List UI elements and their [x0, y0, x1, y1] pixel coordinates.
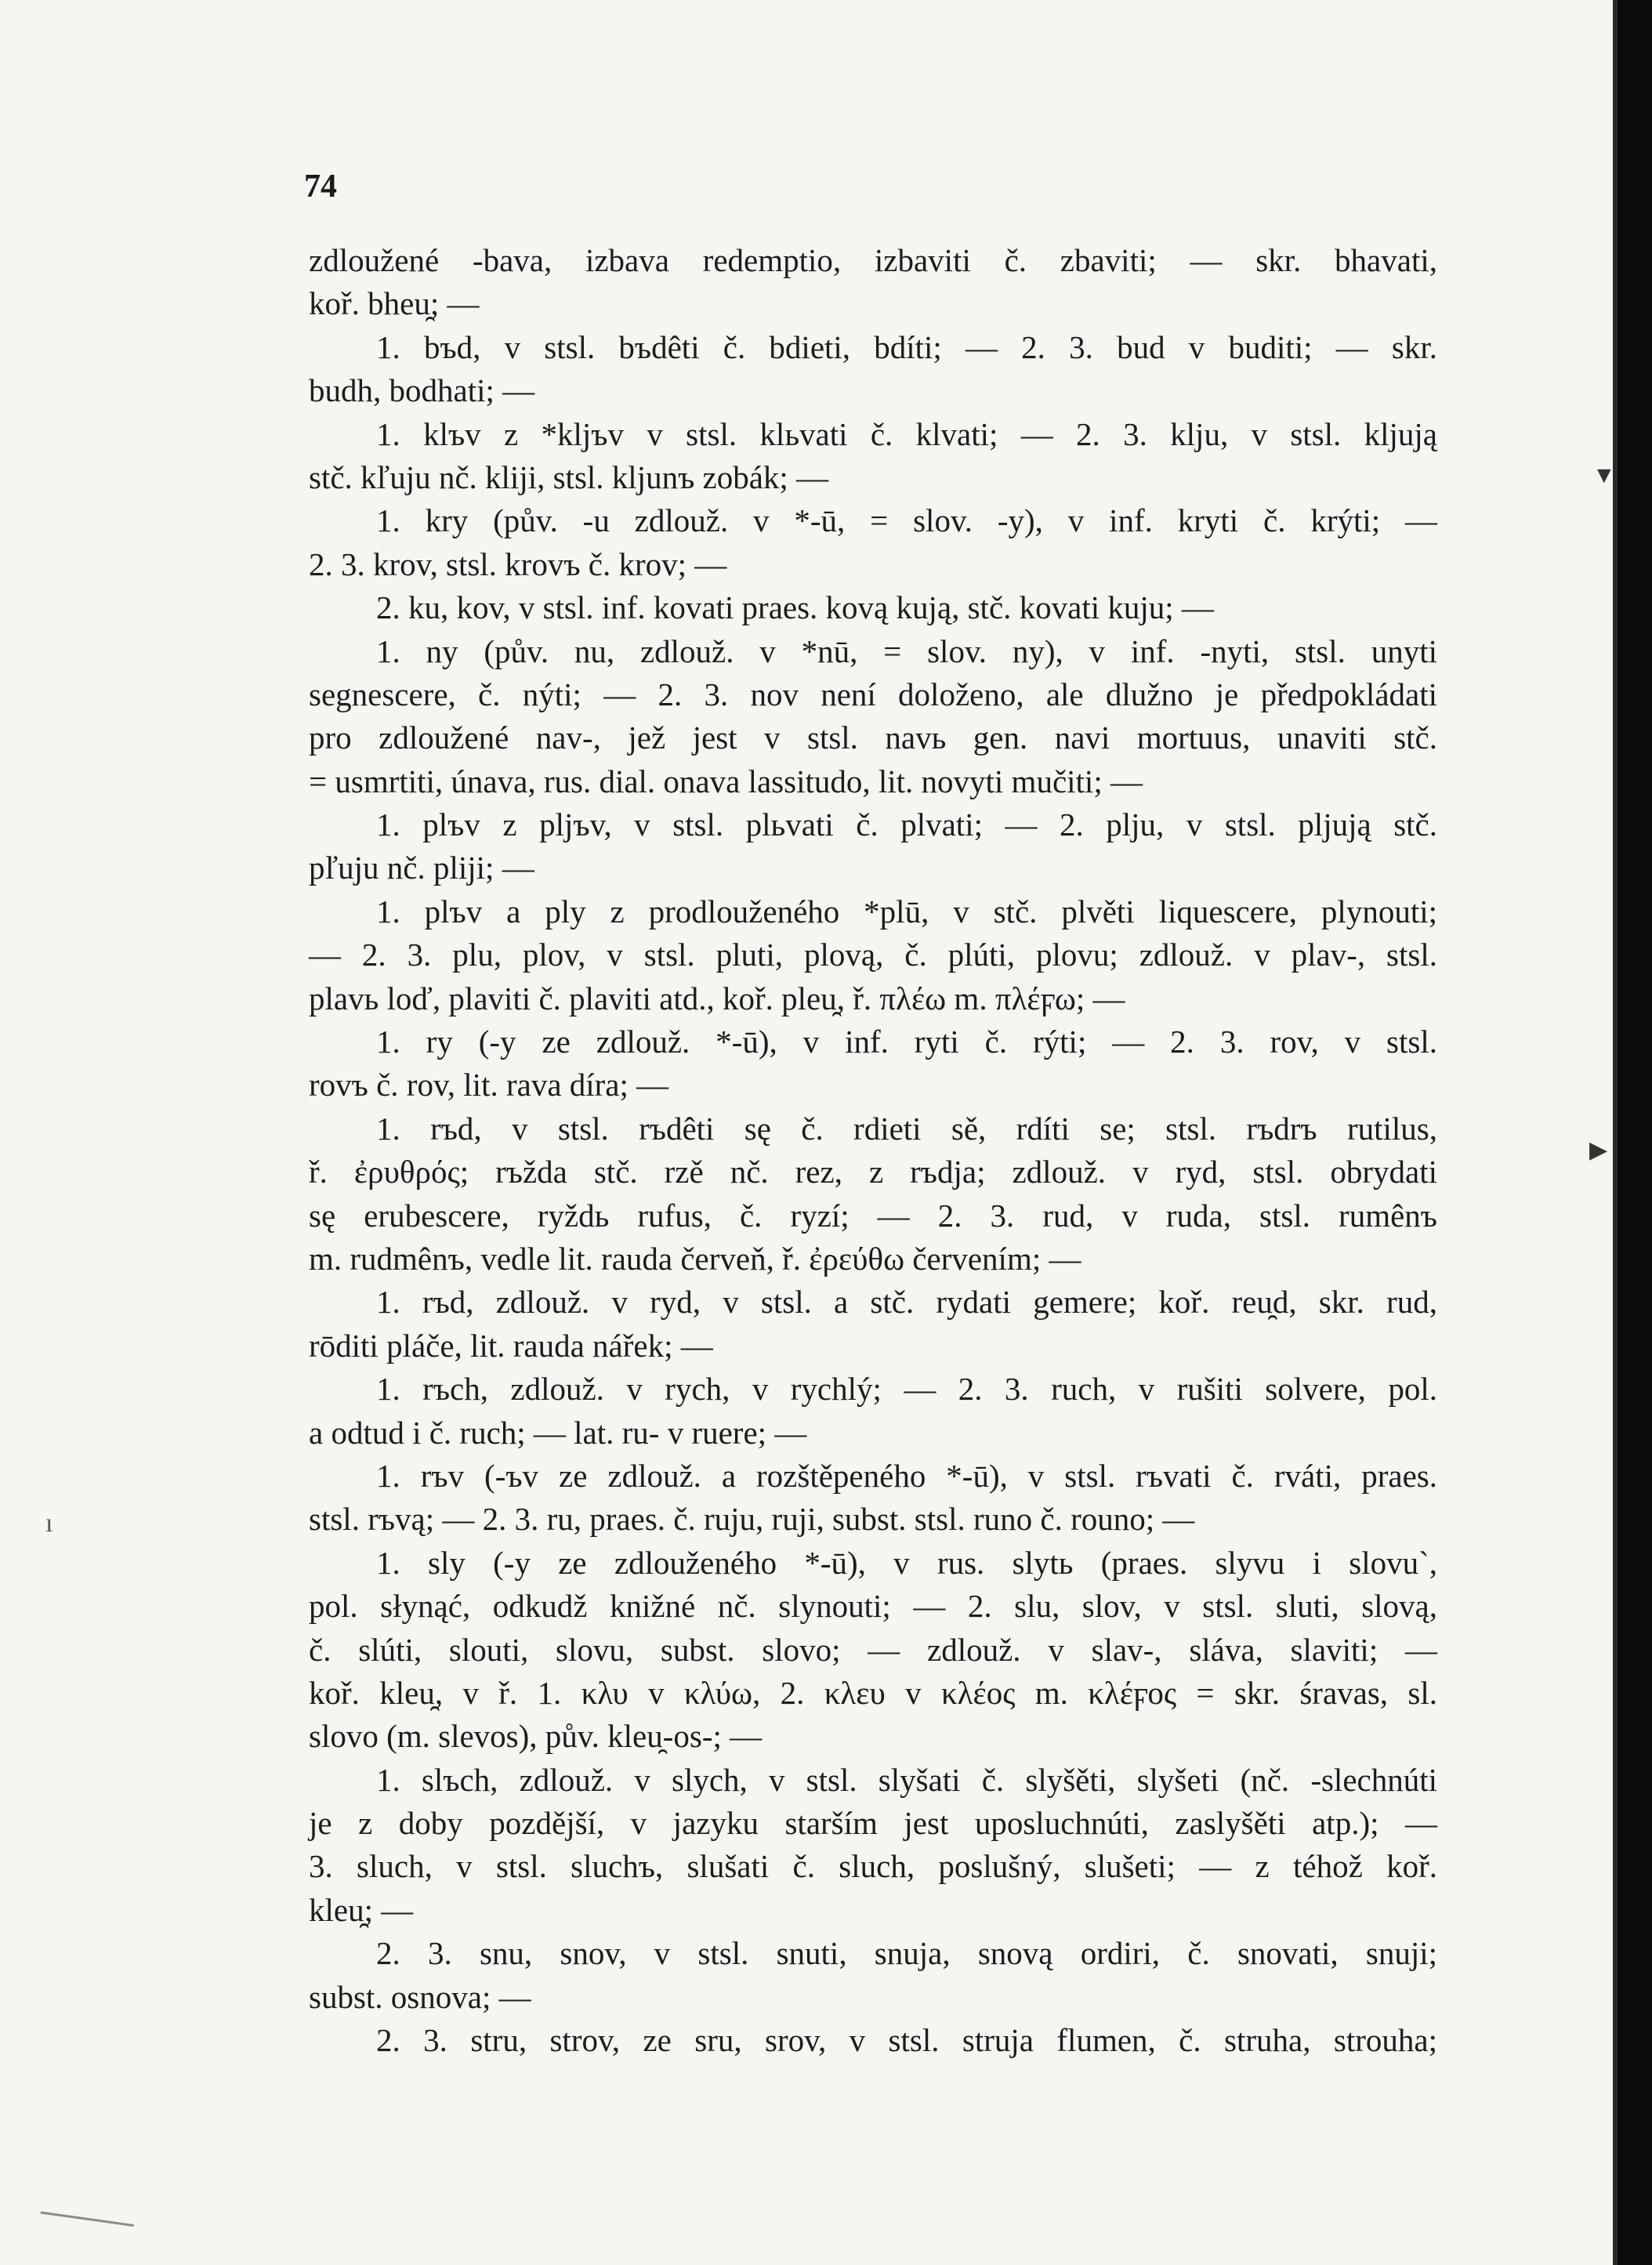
body-text	[309, 239, 1437, 2062]
text-line: 2. 3. krov, stsl. krovъ č. krov; —	[309, 545, 727, 582]
text-line: ř. ἐρυθρός; rъžda stč. rzě nč. rez, z rъdja; zdlouž. v ryd, stsl. obrydati	[309, 1154, 1437, 1190]
text-line: 1. rъv (-ъv ze zdlouž. a rozštěpeného *-ū), v stsl. rъvati č. rváti, praes.	[376, 1457, 1437, 1494]
text-line: a odtud i č. ruch; — lat. ru- v ruere; —	[309, 1414, 807, 1451]
text-line: kleu̯; —	[309, 1891, 414, 1928]
text-line: 1. ry (-y ze zdlouž. *-ū), v inf. ryti č. rýti; — 2. 3. rov, v stsl.	[376, 1024, 1437, 1060]
text-line: m. rudmênъ, vedle lit. rauda červeň, ř. ἐρεύθω červením; —	[309, 1240, 1081, 1277]
text-line: 2. 3. snu, snov, v stsl. snuti, snuja, snovą ordiri, č. snovati, snuji;	[376, 1935, 1437, 1972]
text-line: — 2. 3. plu, plov, v stsl. pluti, plovą, č. plúti, plovu; zdlouž. v plav-, stsl.	[309, 937, 1437, 973]
text-line: plavь loď, plaviti č. plaviti atd., koř. pleu̯, ř. πλέω m. πλέϝω; —	[309, 980, 1125, 1017]
page-number: 74	[304, 169, 337, 205]
text-line: koř. bheu̯; —	[309, 285, 480, 322]
text-line: 1. rъd, v stsl. rъdêti sę č. rdieti sě, rdíti se; stsl. rъdrъ rutilus,	[376, 1110, 1437, 1147]
text-line: 1. plъv a ply z prodlouženého *plū, v stč. plvěti liquescere, plynouti;	[376, 893, 1437, 930]
right-margin-mark: ▶	[1589, 1137, 1608, 1163]
text-line: pol. słynąć, odkudž knižné nč. slynouti; — 2. slu, slov, v stsl. sluti, slovą,	[309, 1588, 1437, 1625]
text-line: 2. ku, kov, v stsl. inf. kovati praes. kovą kują, stč. kovati kuju; —	[376, 589, 1214, 626]
text-line: 2. 3. stru, strov, ze sru, srov, v stsl. struja flumen, č. struha, strouha;	[376, 2022, 1437, 2059]
text-line: = usmrtiti, únava, rus. dial. onava lassitudo, lit. novyti mučiti; —	[309, 763, 1143, 799]
text-line: je z doby pozdější, v jazyku starším jest uposluchnúti, zaslyšěti atp.); —	[309, 1805, 1437, 1842]
text-line: rovъ č. rov, lit. rava díra; —	[309, 1067, 669, 1104]
text-line: 1. rъd, zdlouž. v ryd, v stsl. a stč. rydati gemere; koř. reu̯d, skr. rud,	[376, 1284, 1437, 1321]
text-line: 1. klъv z *kljъv v stsl. klьvati č. klvati; — 2. 3. klju, v stsl. kljują	[376, 415, 1437, 452]
text-line: zdloužené -bava, izbava redemptio, izbaviti č. zbaviti; — skr. bhavati,	[309, 242, 1437, 278]
corner-smudge	[41, 2180, 139, 2227]
text-line: budh, bodhati; —	[309, 372, 535, 409]
text-line: 1. sly (-y ze zdlouženého *-ū), v rus. slytь (praes. slyvu i slovu`,	[376, 1544, 1437, 1581]
text-line: 3. sluch, v stsl. sluchъ, slušati č. sluch, poslušný, slušeti; — z téhož koř.	[309, 1848, 1437, 1885]
text-line: 1. kry (pův. -u zdlouž. v *-ū, = slov. -y), v inf. kryti č. krýti; —	[376, 502, 1437, 539]
text-line: 1. slъch, zdlouž. v slych, v stsl. slyšati č. slyšěti, slyšeti (nč. -slechnúti	[376, 1761, 1437, 1798]
text-line: pro zdloužené nav-, jež jest v stsl. navь gen. navi mortuus, unaviti stč.	[309, 719, 1437, 756]
text-line: subst. osnova; —	[309, 1978, 531, 2015]
text-line: 1. ny (pův. nu, zdlouž. v *nū, = slov. ny), v inf. -nyti, stsl. unyti	[376, 632, 1437, 669]
right-margin-mark: ▼	[1592, 462, 1616, 488]
text-line: 1. rъch, zdlouž. v rych, v rychlý; — 2. 3. ruch, v rušiti solvere, pol.	[376, 1371, 1437, 1408]
text-line: segnescere, č. nýti; — 2. 3. nov není doloženo, ale dlužno je předpokládati	[309, 676, 1437, 712]
text-line: rōditi pláče, lit. rauda nářek; —	[309, 1327, 713, 1364]
text-line: č. slúti, slouti, slovu, subst. slovo; — zdlouž. v slav-, sláva, slaviti; —	[309, 1631, 1437, 1668]
text-line: koř. kleu̯, v ř. 1. κλυ v κλύω, 2. κλευ v κλέος m. κλέϝος = skr. śravas, sl.	[309, 1674, 1437, 1711]
text-line: 1. plъv z pljъv, v stsl. plьvati č. plvati; — 2. plju, v stsl. pljują stč.	[376, 806, 1437, 843]
left-margin-mark: ı	[45, 1509, 53, 1538]
text-line: pľuju nč. pliji; —	[309, 850, 534, 886]
text-line: stsl. rъvą; — 2. 3. ru, praes. č. ruju, ruji, subst. stsl. runo č. rouno; —	[309, 1501, 1195, 1538]
text-line: stč. kľuju nč. kliji, stsl. kljunъ zobák; —	[309, 458, 829, 495]
text-line: slovo (m. slevos), pův. kleu̯-os-; —	[309, 1718, 763, 1755]
text-line: 1. bъd, v stsl. bъdêti č. bdieti, bdíti; — 2. 3. bud v buditi; — skr.	[376, 328, 1437, 365]
text-line: sę erubescere, ryždь rufus, č. ryzí; — 2. 3. rud, v ruda, stsl. rumênъ	[309, 1197, 1437, 1234]
